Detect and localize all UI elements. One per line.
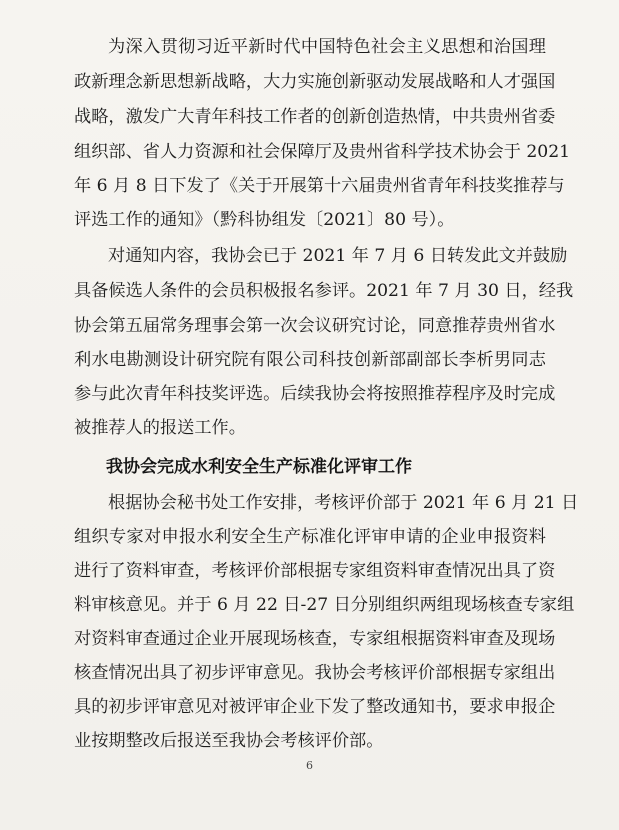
paragraph-1-line-2: 政新理念新思想新战略，大力实施创新驱动发展战略和人才强国	[74, 72, 556, 92]
section-heading: 我协会完成水利安全生产标准化评审工作	[106, 457, 412, 477]
paragraph-2-line-2: 具备候选人条件的会员积极报名参评。2021 年 7 月 30 日，经我	[74, 281, 574, 301]
paragraph-1-line-1: 为深入贯彻习近平新时代中国特色社会主义思想和治国理	[108, 37, 546, 57]
paragraph-3-line-4: 料审核意见。并于 6 月 22 日-27 日分别组织两组现场核查专家组	[74, 595, 575, 615]
paragraph-3-line-8: 业按期整改后报送至我协会考核评价部。	[74, 731, 384, 751]
paragraph-3-line-5: 对资料审查通过企业开展现场核查，专家组根据资料审查及现场	[74, 629, 556, 649]
paragraph-1-line-3: 战略，激发广大青年科技工作者的创新创造热情，中共贵州省委	[74, 107, 556, 127]
page-number: 6	[306, 759, 313, 772]
paragraph-2-line-1: 对通知内容，我协会已于 2021 年 7 月 6 日转发此文并鼓励	[108, 246, 568, 266]
paragraph-2-line-3: 协会第五届常务理事会第一次会议研究讨论，同意推荐贵州省水	[74, 316, 556, 336]
paragraph-1-line-5: 年 6 月 8 日下发了《关于开展第十六届贵州省青年科技奖推荐与	[74, 176, 565, 196]
paragraph-1-line-4: 组织部、省人力资源和社会保障厅及贵州省科学技术协会于 2021	[74, 142, 571, 162]
paragraph-3-line-1: 根据协会秘书处工作安排，考核评价部于 2021 年 6 月 21 日	[108, 493, 579, 513]
paragraph-3-line-3: 进行了资料审查，考核评价部根据专家组资料审查情况出具了资	[74, 561, 556, 581]
paragraph-3-line-7: 具的初步评审意见对被评审企业下发了整改通知书，要求申报企	[74, 697, 556, 717]
paragraph-3-line-6: 核查情况出具了初步评审意见。我协会考核评价部根据专家组出	[74, 663, 556, 683]
paragraph-2-line-4: 利水电勘测设计研究院有限公司科技创新部副部长李析男同志	[74, 350, 546, 370]
paragraph-1-line-6: 评选工作的通知》（黔科协组发〔2021〕80 号）。	[74, 210, 455, 230]
paragraph-2-line-5: 参与此次青年科技奖评选。后续我协会将按照推荐程序及时完成	[74, 384, 556, 404]
paragraph-2-line-6: 被推荐人的报送工作。	[74, 418, 246, 438]
paragraph-3-line-2: 组织专家对申报水利安全生产标准化评审申请的企业申报资料	[74, 527, 546, 547]
